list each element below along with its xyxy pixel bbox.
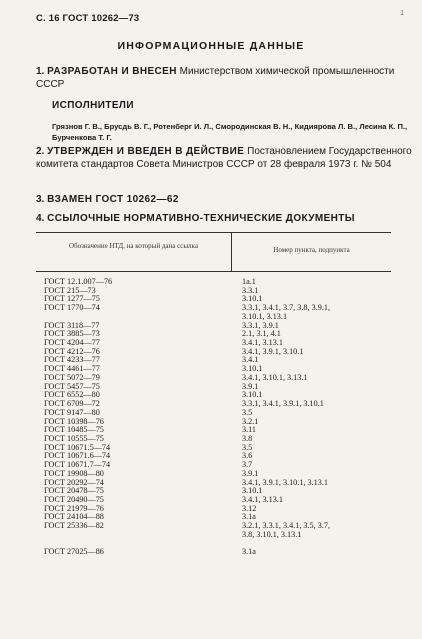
section-2 (36, 145, 412, 171)
row-document: ГОСТ 19908—80 (44, 468, 104, 478)
row-points: 3.7 (242, 460, 253, 470)
row-points: 3.4.1, 3.13.1 (242, 494, 283, 504)
section-2-heading: УТВЕРЖДЕН И ВВЕДЕН В ДЕЙСТВИЕ (47, 146, 245, 157)
row-document: ГОСТ 10671.7—74 (44, 460, 111, 470)
row-points: 3.9.1 (242, 468, 259, 478)
section-3-heading: ВЗАМЕН ГОСТ 10262—62 (47, 194, 179, 205)
row-document: ГОСТ 25336—82 (44, 521, 104, 531)
section-1-subheading: ИСПОЛНИТЕЛИ (52, 100, 134, 111)
row-document: ГОСТ 10485—75 (44, 425, 104, 435)
column-header-document: Обозначение НТД, на который дана ссылка (69, 242, 198, 250)
row-points: 3.6 (242, 451, 253, 461)
row-document: ГОСТ 6709—72 (44, 399, 100, 409)
row-document: ГОСТ 5457—75 (44, 381, 100, 391)
section-1-text: Министерством химической промышленности СССР (36, 66, 395, 90)
section-1-heading: РАЗРАБОТАН И ВНЕСЕН (47, 66, 177, 77)
page-header: С. 16 ГОСТ 10262—73 (36, 13, 140, 24)
row-points: 3.4.1, 3.10.1, 3.13.1 (242, 372, 308, 382)
row-document: ГОСТ 12.1.007—76 (44, 277, 113, 286)
row-document: ГОСТ 10671.6—74 (44, 451, 111, 461)
row-document: ГОСТ 5072—79 (44, 372, 100, 382)
row-points: 3.5 (242, 407, 253, 417)
row-document: ГОСТ 10671.5—74 (44, 442, 111, 452)
section-4 (36, 212, 412, 225)
row-points: 3.4.1, 3.13.1 (242, 338, 283, 348)
row-document: ГОСТ 10555—75 (44, 433, 104, 443)
column-header-points: Номер пункта, подпункта (273, 246, 350, 254)
row-document: ГОСТ 4461—77 (44, 364, 100, 374)
row-document: ГОСТ 3885—73 (44, 329, 100, 339)
table-row (44, 304, 404, 321)
table-row (44, 278, 404, 287)
row-points: 3.4.1, 3.9.1, 3.10.1 (242, 346, 304, 356)
row-document: ГОСТ 1770—74 (44, 303, 100, 313)
row-document: ГОСТ 4212—76 (44, 346, 100, 356)
row-document: ГОСТ 1277—75 (44, 294, 100, 304)
row-points: 3.8 (242, 433, 253, 443)
row-points: 3.1а (242, 547, 256, 557)
row-document: ГОСТ 4233—77 (44, 355, 100, 365)
row-points: 3.3.1, 3.4.1, 3.7, 3.8, 3.9.1, (242, 303, 331, 313)
row-points: 3.1а (242, 512, 256, 522)
row-points: 3.3.1, 3.9.1 (242, 320, 279, 330)
row-document: ГОСТ 3118—77 (44, 320, 100, 330)
row-document: ГОСТ 27025—86 (44, 547, 104, 557)
row-document: ГОСТ 4204—77 (44, 338, 100, 348)
document-title: ИНФОРМАЦИОННЫЕ ДАННЫЕ (117, 40, 305, 52)
row-points: 3.4.1 (242, 355, 259, 365)
row-points-continued: 3.10.1, 3.13.1 (242, 311, 288, 321)
row-points: 2.1, 3.1, 4.1 (242, 329, 281, 339)
row-points: 3.5 (242, 442, 253, 452)
row-points: 3.10.1 (242, 486, 263, 496)
table-row (44, 548, 404, 557)
reference-table-body (44, 278, 404, 557)
row-points: 3.10.1 (242, 390, 263, 400)
row-document: ГОСТ 20292—74 (44, 477, 104, 487)
section-4-number: 4. (36, 213, 45, 224)
row-points: 3.10.1 (242, 294, 263, 304)
reference-table-header (36, 232, 391, 272)
corner-mark: 1 (400, 10, 404, 17)
section-1-number: 1. (36, 66, 45, 77)
row-points: 3.2.1, 3.3.1, 3.4.1, 3.5, 3.7, (242, 521, 331, 531)
row-points: 1а.1 (242, 277, 256, 286)
section-3-number: 3. (36, 194, 45, 205)
row-points: 3.9.1 (242, 381, 259, 391)
section-3 (36, 193, 412, 206)
row-points: 3.3.1, 3.4.1, 3.9.1, 3.10.1 (242, 399, 324, 409)
section-1-people: Грязнов Г. В., Брусдь В. Г., Ротенберг И. Л., Смородинская В. Н., Кидиярова Л. В., Лесина К. П., Бурченкова Т. Г. (52, 122, 408, 142)
row-points-continued: 3.8, 3.10.1, 3.13.1 (242, 529, 302, 539)
row-document: ГОСТ 20490—75 (44, 494, 104, 504)
row-document: ГОСТ 20478—75 (44, 486, 104, 496)
row-points: 3.11 (242, 425, 257, 435)
table-row (44, 522, 404, 539)
row-document: ГОСТ 24104—88 (44, 512, 104, 522)
row-document: ГОСТ 215—73 (44, 285, 96, 295)
section-4-heading: ССЫЛОЧНЫЕ НОРМАТИВНО-ТЕХНИЧЕСКИЕ ДОКУМЕНТЫ (47, 213, 355, 224)
row-points: 3.12 (242, 503, 257, 513)
row-document: ГОСТ 21979—76 (44, 503, 104, 513)
row-document: ГОСТ 10398—76 (44, 416, 104, 426)
row-points: 3.2.1 (242, 416, 259, 426)
row-document: ГОСТ 9147—80 (44, 407, 100, 417)
row-points: 3.3.1 (242, 285, 259, 295)
section-2-text: Постановлением Государственного комитета стандартов Совета Министров СССР от 28 февраля 1973 г. № 504 (36, 146, 412, 170)
row-document: ГОСТ 6552—80 (44, 390, 100, 400)
section-1 (36, 65, 412, 91)
row-points: 3.4.1, 3.9.1, 3.10.1, 3.13.1 (242, 477, 328, 487)
row-points: 3.10.1 (242, 364, 263, 374)
section-2-number: 2. (36, 146, 45, 157)
